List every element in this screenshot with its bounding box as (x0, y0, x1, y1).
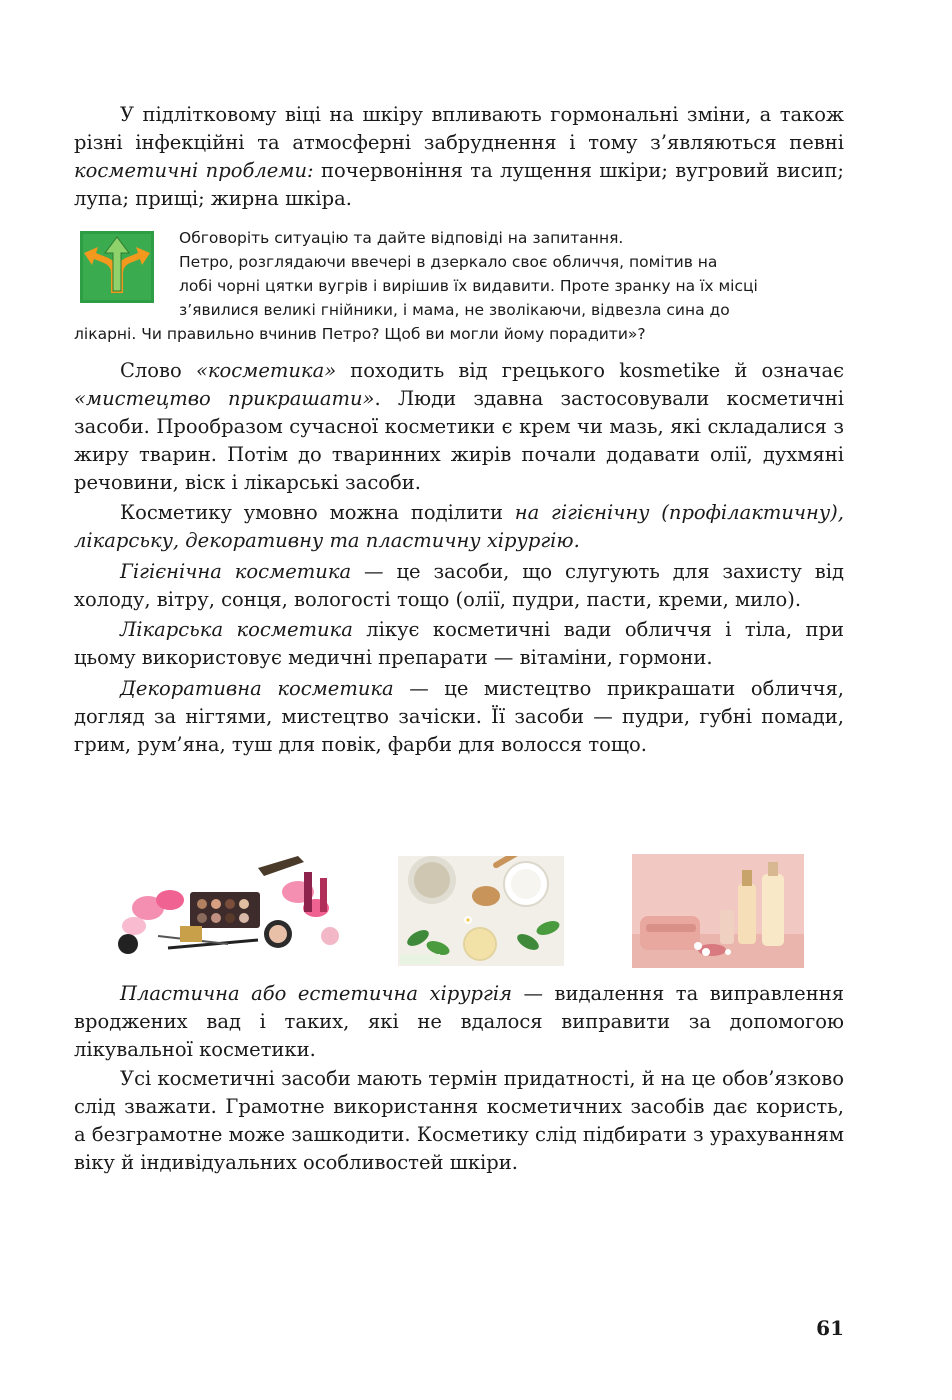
text-span: — це засоби, що слугують для захисту від холоду, вітру, сонця, вологості тощо (олії, пудри, пасти, креми, мило). (74, 560, 845, 611)
intro-text-2: почервоніння та лущення шкіри; вугровий висип; лупа; прищі; жирна шкіра. (74, 159, 844, 210)
body-text (74, 357, 844, 759)
page-number: 61 (816, 1316, 844, 1340)
hygienic-cosmetics-photo (398, 856, 564, 966)
text-span: походить від грецького kosmetike й означає (336, 359, 844, 382)
text-span: лікує косметичні вади обличчя і тіла, при цьому використовує медичні препарати — вітаміни, гормони. (74, 618, 844, 669)
types-paragraph (74, 499, 844, 555)
task-instruction: Обговоріть ситуацію та дайте відповіді на запитання. (179, 229, 624, 247)
decorative-cosmetics-photo (108, 848, 344, 960)
text-span: Косметику умовно можна поділити (120, 501, 515, 524)
emphasis: на гігієнічну (профілактичну), лікарську, декоративну та пластичну хірургію. (74, 501, 844, 552)
term: Лікарська косметика (120, 618, 353, 641)
body-text-2 (74, 980, 844, 1177)
term: Гігієнічна косметика (120, 560, 352, 583)
plastic-paragraph (74, 980, 844, 1064)
text-span: — видалення та виправлення вроджених вад і таких, які не вдалося виправити за допомогою лікувальної косметики. (74, 982, 844, 1061)
text-span: Слово (120, 359, 196, 382)
emphasis: «мистецтво прикрашати» (74, 387, 375, 410)
decorative-paragraph (74, 675, 844, 759)
task-line: Петро, розглядаючи ввечері в дзеркало своє обличчя, помітив на (179, 253, 718, 271)
text-span: — це мистецтво прикрашати обличчя, догляд за нігтями, мистецтво зачіски. Її засоби — пудри, губні помади, грим, рум’яна, туш для повік, фарби для волосся тощо. (74, 677, 844, 756)
intro-emphasis: косметичні проблеми: (74, 159, 314, 182)
emphasis: «косметика» (195, 359, 337, 382)
term: Пластична або естетична хірургія (120, 982, 513, 1005)
body-care-cosmetics-photo (632, 854, 804, 968)
conclusion-paragraph (74, 1065, 844, 1177)
task-line: з’явилися великі гнійники, і мама, не зволікаючи, відвезла сина до (179, 301, 730, 319)
intro-text-1: У підлітковому віці на шкіру впливають гормональні зміни, а також різні інфекційні та атмосферні забруднення і тому з’являються певні (74, 103, 844, 154)
text-span: . Люди здавна застосовували косметичні засоби. Прообразом сучасної косметики є крем чи мазь, які складалися з жиру тварин. Потім до тваринних жирів почали додавати олії, духмяні речовини, віск і лікарські засоби. (74, 387, 844, 494)
task-line: лобі чорні цятки вугрів і вирішив їх видавити. Проте зранку на їх місці (179, 277, 758, 295)
task-line: лікарні. Чи правильно вчинив Петро? Щоб ви могли йому порадити»? (74, 325, 646, 343)
text-span: Усі косметичні засоби мають термін придатності, й на це обов’язково слід зважати. Грамотне використання косметичних засобів дає користь, а безграмотне може зашкодити. Косметику слід підбирати з урахуванням віку й індивідуальних особливостей шкіри. (74, 1067, 845, 1174)
intro-paragraph (74, 101, 844, 213)
etymology-paragraph (74, 357, 844, 497)
discussion-icon (80, 231, 154, 303)
medical-paragraph (74, 616, 844, 672)
hygienic-paragraph (74, 558, 844, 614)
term: Декоративна косметика (120, 677, 394, 700)
